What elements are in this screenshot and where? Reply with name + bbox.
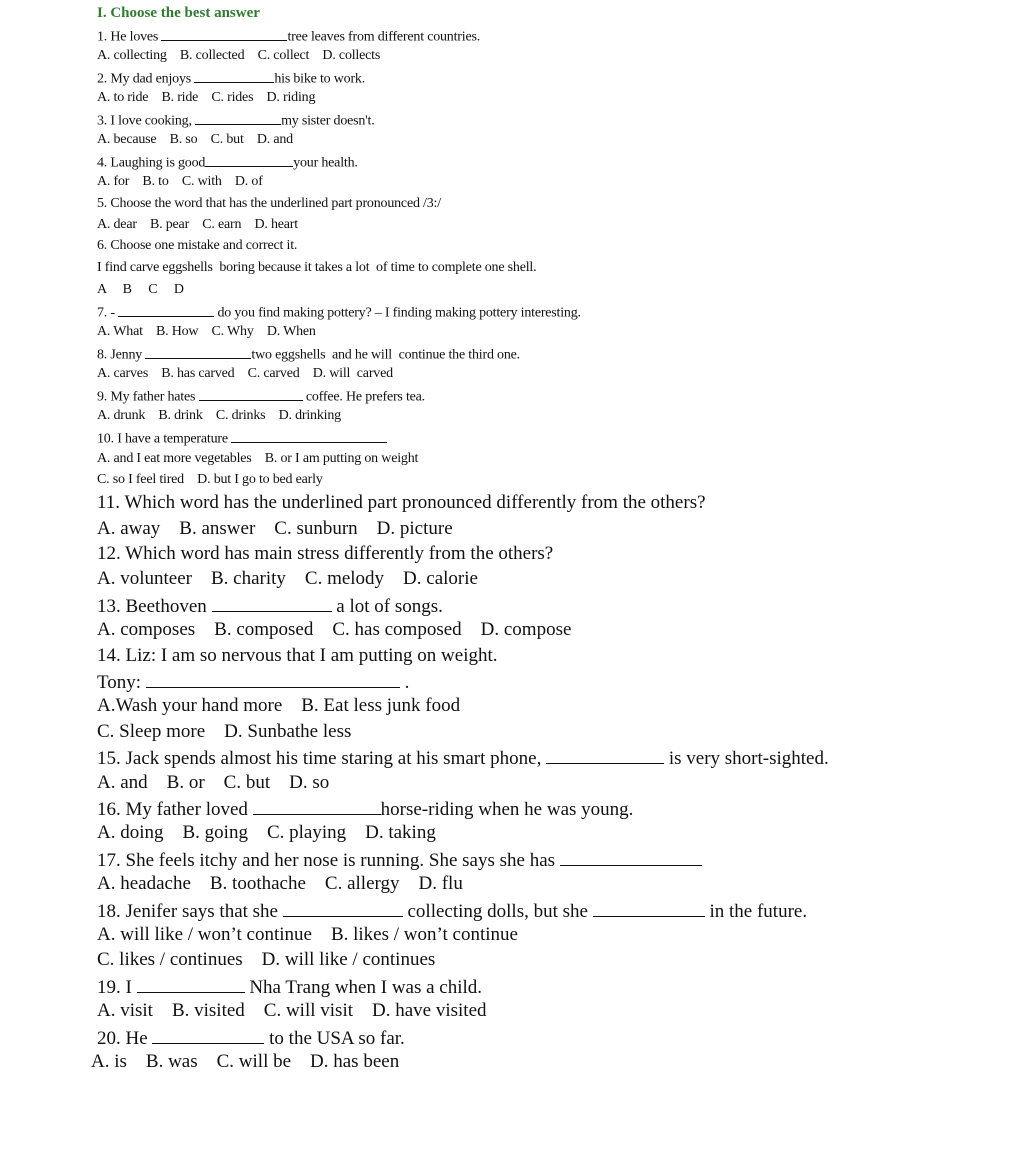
answer-blank[interactable]	[283, 899, 403, 917]
options-2: A. to ride B. ride C. rides D. riding	[97, 90, 316, 105]
answer-blank[interactable]	[195, 111, 281, 125]
question-8: 8. Jenny two eggshells and he will continue the third one.	[97, 345, 520, 364]
options-15: A. and B. or C. but D. so	[97, 772, 330, 793]
options-11: A. away B. answer C. sunburn D. picture	[97, 518, 453, 539]
question-9: 9. My father hates coffee. He prefers tea.	[97, 387, 425, 406]
answer-blank[interactable]	[152, 1026, 264, 1044]
answer-blank[interactable]	[161, 27, 287, 41]
options-3: A. because B. so C. but D. and	[97, 132, 293, 147]
answer-blank[interactable]	[137, 975, 245, 993]
question-19: 19. I Nha Trang when I was a child.	[97, 975, 482, 999]
question-14: 14. Liz: I am so nervous that I am putting on weight.	[97, 645, 498, 666]
question-11: 11. Which word has the underlined part pronounced differently from the others?	[97, 492, 706, 513]
answer-blank[interactable]	[593, 899, 705, 917]
answer-blank[interactable]	[118, 303, 214, 317]
answer-blank[interactable]	[194, 69, 274, 83]
options-20: A. is B. was C. will be D. has been	[91, 1051, 400, 1072]
options-9: A. drunk B. drink C. drinks D. drinking	[97, 408, 341, 423]
answer-blank[interactable]	[212, 594, 332, 612]
question-16: 16. My father loved horse-riding when he was young.	[97, 797, 633, 821]
question-14-reply: Tony: .	[97, 670, 409, 694]
options-10-row-1: A. and I eat more vegetables B. or I am putting on weight	[97, 451, 419, 466]
options-13: A. composes B. composed C. has composed D. compose	[97, 619, 572, 640]
question-4: 4. Laughing is good your health.	[97, 153, 358, 172]
answer-blank[interactable]	[231, 429, 387, 443]
options-14-row-2: C. Sleep more D. Sunbathe less	[97, 721, 352, 742]
options-6: A B C D	[97, 282, 184, 297]
options-7: A. What B. How C. Why D. When	[97, 324, 316, 339]
options-17: A. headache B. toothache C. allergy D. flu	[97, 873, 463, 894]
options-5: A. dear B. pear C. earn D. heart	[97, 217, 298, 232]
question-10: 10. I have a temperature	[97, 429, 387, 448]
question-6: 6. Choose one mistake and correct it.	[97, 238, 298, 253]
answer-blank[interactable]	[205, 153, 293, 167]
answer-blank[interactable]	[146, 670, 400, 688]
answer-blank[interactable]	[253, 797, 381, 815]
question-15: 15. Jack spends almost his time staring at his smart phone, is very short-sighted.	[97, 746, 829, 770]
question-20: 20. He to the USA so far.	[97, 1026, 405, 1050]
options-18-row-2: C. likes / continues D. will like / continues	[97, 949, 436, 970]
question-1: 1. He loves tree leaves from different countries.	[97, 27, 480, 46]
options-1: A. collecting B. collected C. collect D. collects	[97, 48, 381, 63]
question-18: 18. Jenifer says that she collecting dolls, but she in the future.	[97, 899, 807, 923]
options-16: A. doing B. going C. playing D. taking	[97, 822, 436, 843]
section-title: I. Choose the best answer	[97, 5, 260, 21]
question-5: 5. Choose the word that has the underlined part pronounced /3:/	[97, 196, 441, 211]
options-14-row-1: A.Wash your hand more B. Eat less junk food	[97, 695, 461, 716]
options-4: A. for B. to C. with D. of	[97, 174, 263, 189]
options-19: A. visit B. visited C. will visit D. have visited	[97, 1000, 487, 1021]
question-13: 13. Beethoven a lot of songs.	[97, 594, 443, 618]
answer-blank[interactable]	[199, 387, 303, 401]
question-17: 17. She feels itchy and her nose is running. She says she has	[97, 848, 702, 872]
answer-blank[interactable]	[560, 848, 702, 866]
question-6-sentence: I find carve eggshells boring because it takes a lot of time to complete one shell.	[97, 260, 537, 275]
question-7: 7. - do you find making pottery? – I finding making pottery interesting.	[97, 303, 581, 322]
options-18-row-1: A. will like / won’t continue B. likes / won’t continue	[97, 924, 518, 945]
question-3: 3. I love cooking, my sister doesn't.	[97, 111, 375, 130]
options-10-row-2: C. so I feel tired D. but I go to bed early	[97, 472, 323, 487]
answer-blank[interactable]	[145, 345, 251, 359]
question-12: 12. Which word has main stress differently from the others?	[97, 543, 554, 564]
options-12: A. volunteer B. charity C. melody D. calorie	[97, 568, 478, 589]
question-2: 2. My dad enjoys his bike to work.	[97, 69, 365, 88]
options-8: A. carves B. has carved C. carved D. will carved	[97, 366, 393, 381]
answer-blank[interactable]	[546, 746, 664, 764]
